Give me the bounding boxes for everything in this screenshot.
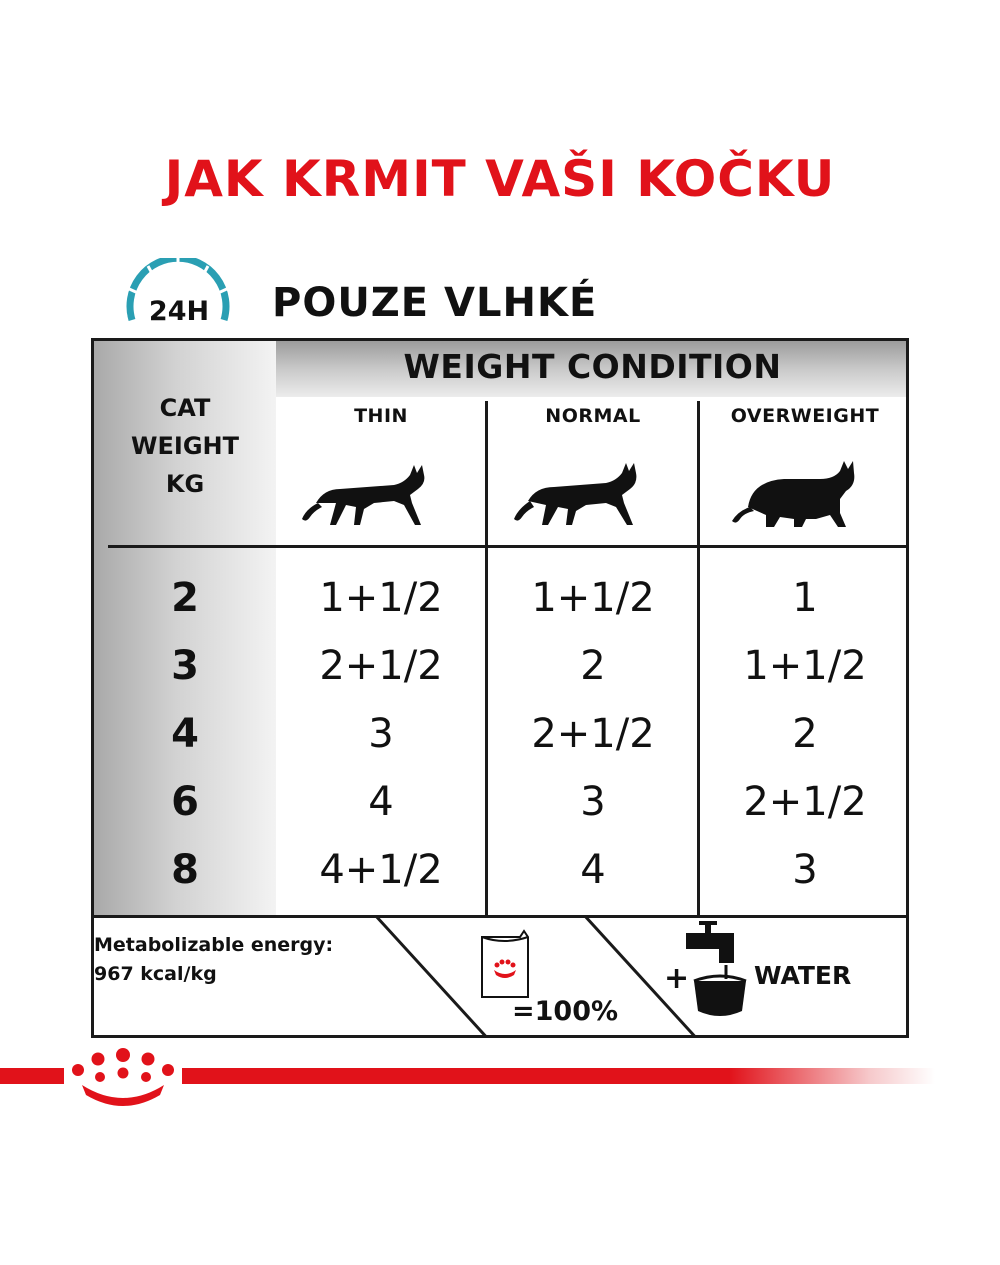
weight-cell: 8 <box>171 847 199 893</box>
weight-cell: 4 <box>171 711 199 757</box>
weight-cell: 3 <box>171 643 199 689</box>
weight-cell: 2 <box>171 575 199 621</box>
column-thin-header: THIN <box>354 405 408 427</box>
overweight-cell: 2+1/2 <box>743 779 867 825</box>
thin-cell: 4+1/2 <box>319 847 443 893</box>
cat-weight-line-1: CAT <box>159 394 211 422</box>
cat-weight-header <box>94 389 276 503</box>
thin-cell: 4 <box>368 779 394 825</box>
column-normal-header: NORMAL <box>545 405 641 427</box>
normal-cell: 3 <box>580 779 606 825</box>
normal-cell: 4 <box>580 847 606 893</box>
column-overweight-header: OVERWEIGHT <box>730 405 880 427</box>
normal-cat-icon <box>488 459 698 531</box>
pouch-icon <box>482 931 528 997</box>
page-title: JAK KRMIT VAŠI KOČKU <box>164 150 836 208</box>
clock-24h-icon <box>118 258 238 338</box>
normal-cell: 2 <box>580 643 606 689</box>
metabolizable-energy <box>94 931 364 989</box>
thin-cell: 2+1/2 <box>319 643 443 689</box>
overweight-cell: 1+1/2 <box>743 643 867 689</box>
header-divider <box>108 545 909 548</box>
energy-label: Metabolizable energy: <box>94 934 334 956</box>
plus-sign: + <box>664 961 690 996</box>
energy-value: 967 kcal/kg <box>94 963 217 985</box>
thin-cell: 3 <box>368 711 394 757</box>
overweight-cell: 3 <box>792 847 818 893</box>
feeding-mode-heading: POUZE VLHKÉ <box>272 280 598 326</box>
cat-weight-line-3: KG <box>165 470 205 498</box>
cat-weight-line-2: WEIGHT <box>131 432 239 460</box>
overweight-cat-icon <box>700 459 909 531</box>
weight-condition-label: WEIGHT CONDITION <box>403 347 782 386</box>
normal-cell: 2+1/2 <box>531 711 655 757</box>
water-label: WATER <box>754 961 852 990</box>
overweight-cell: 1 <box>792 575 818 621</box>
badge-text: 24H <box>148 296 210 327</box>
wet-food-percentage: =100% <box>512 996 619 1027</box>
faucet-bowl-icon <box>686 921 746 1016</box>
thin-cell: 1+1/2 <box>319 575 443 621</box>
thin-cat-icon <box>276 459 486 531</box>
normal-cell: 1+1/2 <box>531 575 655 621</box>
overweight-cell: 2 <box>792 711 818 757</box>
weight-cell: 6 <box>171 779 199 825</box>
feeding-table <box>91 338 909 1038</box>
royal-canin-crown-logo <box>64 1045 182 1107</box>
